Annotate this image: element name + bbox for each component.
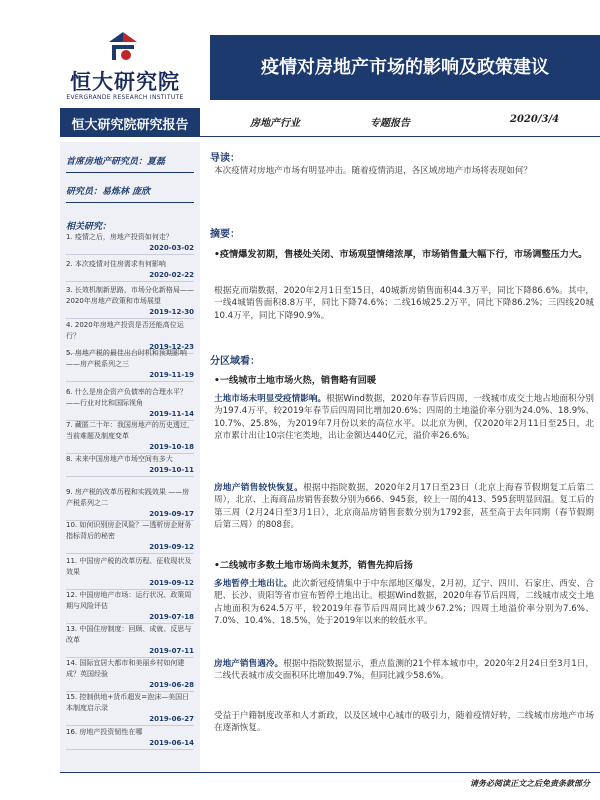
sidebar <box>60 142 200 772</box>
paragraph-2 <box>214 393 594 443</box>
researchers <box>66 184 150 197</box>
report-series: 恒大研究院研究报告 <box>71 118 189 133</box>
paragraph-5 <box>214 658 594 683</box>
header-divider <box>60 136 600 137</box>
report-type-label: 专题报告 <box>370 118 410 129</box>
summary-title: 摘要： <box>210 229 240 240</box>
related-item-title: 16. 房地产投资韧性在哪 <box>66 728 143 736</box>
related-item-title: 8. 未来中国房地产市场空间有多大 <box>66 455 173 463</box>
intro-text: 本次疫情对房地产市场有明显冲击。随着疫情消退，各区域房地产市场将表现如何？ <box>214 166 532 176</box>
related-item[interactable] <box>66 658 194 692</box>
related-item-date: 2019-07-18 <box>149 613 194 621</box>
related-item[interactable] <box>66 420 194 454</box>
researchers-label: 研究员： <box>66 187 103 197</box>
related-item-title: 9. 房产税的改革历程和实践效果 ——房产税系列之二 <box>66 488 190 507</box>
related-item-date: 2019-12-23 <box>149 343 194 351</box>
related-item-title: 7. 藏匿二十年：我国房地产的历史透过，当前难题及制度变革 <box>66 421 194 440</box>
title-bar <box>210 35 600 100</box>
related-item-date: 2019-06-27 <box>149 715 194 723</box>
paragraph-1: 根据克而瑞数据，2020年2月1日至15日，40城新房销售面积44.3万平，同比下降86.6%。其中，一线4城销售面积8.8万平，同比下降74.6%；二线16城25.2万平，同比下降86.2%；三四线20城10.4万平，同比下降90.9%。 <box>214 286 594 321</box>
paragraph-4-body: 此次新冠疫情集中于中东部地区爆发，2月初，辽宁、四川、石家庄、西安、合肥、长沙、贵阳等省市宣布暂停土地出让。根据Wind数据，2020年春节后四周，二线城市成交土地占地面积为624.5万平，较2019年春节后四周同比减少67.2%；四周土地溢价率分别为7.6%、7.0%、10.4%、18.5%，处于2019年以来的较低水平。 <box>214 579 594 627</box>
related-item-date: 2019-11-19 <box>149 371 194 379</box>
report-title: 疫情对房地产市场的影响及政策建议 <box>261 57 549 78</box>
related-item-title: 13. 中国住房制度：回顾、成就、反思与改革 <box>66 625 192 644</box>
industry-label: 房地产行业 <box>250 118 300 129</box>
paragraph-2-lead: 土地市场未明显受疫情影响。 <box>214 394 327 404</box>
related-item-title: 12. 中国房地产市场：运行状况、政策周期与风险评估 <box>66 591 192 610</box>
paragraph-5-body: 根据中指院数据显示，重点监测的21个样本城市中，2020年2月24日至3月1日，二线代表城市成交面积环比增加49.7%，但同比减少58.6%。 <box>214 659 594 682</box>
related-item-date: 2019-09-12 <box>149 543 194 551</box>
related-item-date: 2019-10-18 <box>149 443 194 451</box>
related-item-date: 2019-09-17 <box>149 510 194 518</box>
evergrande-logo-icon <box>106 30 140 64</box>
paragraph-3-body: 根据中指院数据，2020年2月17日至23日（北京上海春节假期复工后第二周），北京、上海商品房销售套数分别为666、945套，较上一周的413、595套明显回温。复工后的第三周（2月24日至3月1日），北京商品房销售套数分别为1792套，甚至高于去年同期（春节假期后第三周）的808套。 <box>214 483 594 531</box>
related-item-title: 10. 如何识别房企风险？—透析房企财务指标背后的秘密 <box>66 521 192 540</box>
intro-title: 导读： <box>210 153 240 164</box>
related-item[interactable] <box>66 520 194 554</box>
related-item[interactable] <box>66 232 194 255</box>
key-point-1: •疫情爆发初期，售楼处关闭、市场观望情绪浓厚，市场销售量大幅下行，市场调整压力大。 <box>214 249 588 260</box>
related-item-title: 15. 控制供地+货币超发=泡沫—美国日本制度启示录 <box>66 693 190 712</box>
related-item-date: 2019-12-30 <box>149 308 194 316</box>
related-item-title: 5. 房地产税的最佳出台时机和预期影响 ——房产税系列之三 <box>66 349 187 368</box>
chief-name: 夏磊 <box>147 157 166 167</box>
related-item-date: 2019-10-11 <box>149 466 194 474</box>
chief-researcher <box>66 154 165 167</box>
key-point-3: •二线城市多数土地市场尚未复苏，销售先抑后扬 <box>214 560 413 571</box>
brand-name: 恒大研究院 <box>70 70 180 94</box>
evergrande-logo <box>60 30 190 110</box>
related-item[interactable] <box>66 590 194 624</box>
related-item-date: 2019-07-11 <box>149 647 194 655</box>
related-item[interactable] <box>66 556 194 590</box>
related-item-date: 2020-02-22 <box>149 271 194 279</box>
report-series-banner <box>60 108 200 136</box>
paragraph-2-body: 根据Wind数据，2020年春节后四周，一线城市成交土地占地面积分别为197.4万平，较2019年春节后四周同比增加20.6%；四周的土地溢价率分别为24.0%、18.9%、10.7%、25.8%，为2019年7月份以来的高位水平。以北京为例，仅2020年2月11日至25日，北京市累计出让10宗住宅类地，出让金额达440亿元，溢价率26.6%。 <box>214 394 594 442</box>
related-item-title: 2. 本次疫情对住房需求有何影响 <box>66 260 166 268</box>
paragraph-3 <box>214 482 594 532</box>
researchers-names: 易炼林 庞欣 <box>102 187 151 197</box>
related-item[interactable] <box>66 624 194 658</box>
paragraph-4-lead: 多地暂停土地出让。 <box>214 579 293 589</box>
sidebar-divider <box>66 172 194 173</box>
paragraph-4 <box>214 578 594 628</box>
related-item-title: 1. 疫情之后，房地产投资如何走？ <box>66 233 173 241</box>
chief-label: 首席房地产研究员： <box>66 157 148 167</box>
related-item-title: 11. 中国房产税的改革历程、征收现状及效果 <box>66 557 192 576</box>
related-item[interactable] <box>66 348 194 382</box>
disclaimer-footer: 请务必阅读正文之后免责条款部分 <box>470 779 590 788</box>
report-date: 2020/3/4 <box>510 114 560 125</box>
related-item-date: 2019-06-28 <box>149 681 194 689</box>
related-item-date: 2019-09-12 <box>149 579 194 587</box>
brand-name-en: EVERGRANDE RESEARCH INSTITUTE <box>66 94 184 101</box>
sidebar-divider <box>66 202 194 203</box>
paragraph-5-lead: 房地产销售遇冷。 <box>214 659 284 669</box>
related-item[interactable] <box>66 487 194 521</box>
report-info-bar <box>210 108 600 136</box>
related-item-title: 4. 2020年房地产投资是否还能高位运行？ <box>66 321 184 340</box>
related-item-title: 14. 国际宜居大都市和美丽乡村如何建成？英国经验 <box>66 659 185 678</box>
related-item-date: 2019-06-14 <box>149 739 194 747</box>
paragraph-3-lead: 房地产销售较快恢复。 <box>214 483 304 493</box>
related-item-date: 2019-11-14 <box>149 410 194 418</box>
related-research-title: 相关研究： <box>66 222 112 232</box>
related-item[interactable] <box>66 387 194 421</box>
related-item[interactable] <box>66 454 194 477</box>
related-item[interactable] <box>66 285 194 319</box>
paragraph-6: 受益于户籍制度改革和人才新政，以及区域中心城市的吸引力，随着疫情好转，二线城市房地产市场在逐渐恢复。 <box>214 711 594 734</box>
related-item-title: 6. 什么是房企资产负债率的合理水平？——行业对比和国际视角 <box>66 388 187 407</box>
footer-divider <box>60 772 600 773</box>
related-item[interactable] <box>66 727 194 750</box>
key-point-2: •一线城市土地市场火热，销售略有回暖 <box>214 375 377 386</box>
related-item[interactable] <box>66 692 194 726</box>
related-item-title: 3. 长效机制新思路，市场分化新格局——2020年房地产政策和市场展望 <box>66 286 194 305</box>
related-item-date: 2020-03-02 <box>149 244 194 252</box>
related-item[interactable] <box>66 259 194 282</box>
region-title: 分区域看： <box>210 356 260 367</box>
